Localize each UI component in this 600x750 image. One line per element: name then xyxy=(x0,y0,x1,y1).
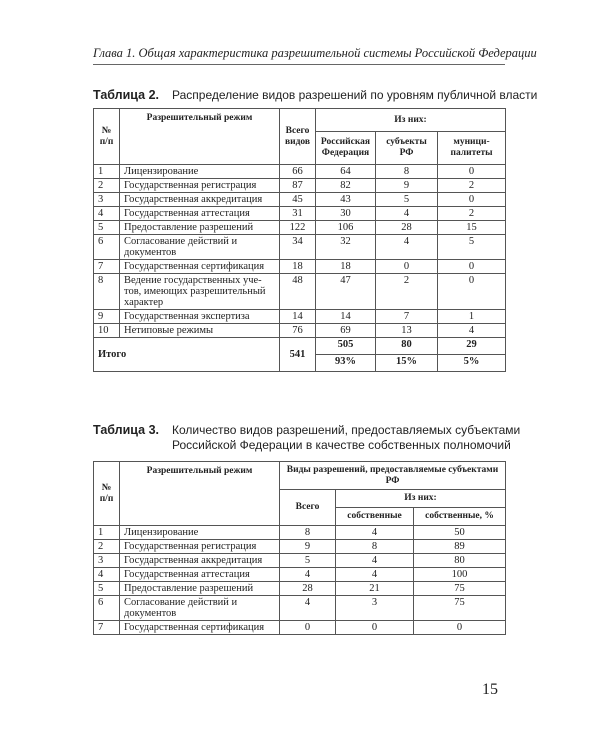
table-row xyxy=(94,540,506,554)
row-number: 5 xyxy=(94,221,120,235)
row-number: 3 xyxy=(94,193,120,207)
row-number: 2 xyxy=(94,540,120,554)
subjects-count: 7 xyxy=(376,310,438,324)
table-row xyxy=(94,260,506,274)
t3-head-own-pct: собственные, % xyxy=(414,508,506,526)
regime-name: Нетиповые режимы xyxy=(120,324,280,338)
own-percent: 50 xyxy=(414,526,506,540)
subjects-count: 0 xyxy=(376,260,438,274)
row-number: 7 xyxy=(94,260,120,274)
rf-count: 106 xyxy=(316,221,376,235)
regime-name: Государственная аттестация xyxy=(120,568,280,582)
t2-head-rf: Российская Федерация xyxy=(316,132,376,165)
municipal-count: 0 xyxy=(438,274,506,310)
own-percent: 75 xyxy=(414,596,506,621)
total-count: 87 xyxy=(280,179,316,193)
row-number: 2 xyxy=(94,179,120,193)
municipal-count: 0 xyxy=(438,165,506,179)
t2-total-sum: 541 xyxy=(280,338,316,372)
rf-count: 69 xyxy=(316,324,376,338)
table-row xyxy=(94,621,506,635)
regime-name: Государственная сертификация xyxy=(120,621,280,635)
table-row xyxy=(94,596,506,621)
t2-total-subj: 80 xyxy=(376,338,438,355)
table-row xyxy=(94,221,506,235)
row-number: 1 xyxy=(94,165,120,179)
total-count: 66 xyxy=(280,165,316,179)
t2-head-regime: Разрешительный режим xyxy=(120,109,280,165)
t3-head-of-them: Из них: xyxy=(336,490,506,508)
table-row xyxy=(94,179,506,193)
t3-head-regime: Разрешительный режим xyxy=(120,462,280,526)
own-count: 21 xyxy=(336,582,414,596)
t2-head-subjects: субъекты РФ xyxy=(376,132,438,165)
row-number: 3 xyxy=(94,554,120,568)
table-row xyxy=(94,310,506,324)
row-number: 5 xyxy=(94,582,120,596)
regime-name: Государственная регистрация xyxy=(120,540,280,554)
subjects-count: 2 xyxy=(376,274,438,310)
table2-caption xyxy=(93,88,538,104)
t3-head-total: Всего xyxy=(280,490,336,526)
page-number: 15 xyxy=(482,681,498,698)
subjects-count: 4 xyxy=(376,235,438,260)
total-count: 9 xyxy=(280,540,336,554)
municipal-count: 15 xyxy=(438,221,506,235)
t2-head-num: № п/п xyxy=(94,109,120,165)
municipal-count: 2 xyxy=(438,207,506,221)
table-row xyxy=(94,568,506,582)
regime-name: Государственная сертификация xyxy=(120,260,280,274)
row-number: 6 xyxy=(94,596,120,621)
subjects-count: 9 xyxy=(376,179,438,193)
own-percent: 89 xyxy=(414,540,506,554)
rf-count: 82 xyxy=(316,179,376,193)
t3-head-own: собственные xyxy=(336,508,414,526)
table-row xyxy=(94,274,506,310)
table-row xyxy=(94,235,506,260)
rf-count: 14 xyxy=(316,310,376,324)
own-count: 4 xyxy=(336,554,414,568)
rf-count: 47 xyxy=(316,274,376,310)
total-count: 76 xyxy=(280,324,316,338)
row-number: 4 xyxy=(94,568,120,582)
t2-total-mun-pct: 5% xyxy=(438,355,506,372)
own-count: 4 xyxy=(336,526,414,540)
t2-head-total: Всего видов xyxy=(280,109,316,165)
total-count: 4 xyxy=(280,568,336,582)
table-row xyxy=(94,165,506,179)
regime-name: Лицензирование xyxy=(120,526,280,540)
table2 xyxy=(93,108,506,372)
table2-label: Таблица 2. xyxy=(93,88,159,102)
own-count: 3 xyxy=(336,596,414,621)
rf-count: 32 xyxy=(316,235,376,260)
table3-caption xyxy=(93,423,521,455)
total-count: 8 xyxy=(280,526,336,540)
subjects-count: 13 xyxy=(376,324,438,338)
total-count: 18 xyxy=(280,260,316,274)
table-row xyxy=(94,582,506,596)
total-count: 5 xyxy=(280,554,336,568)
own-count: 0 xyxy=(336,621,414,635)
regime-name: Предоставление разрешений xyxy=(120,582,280,596)
own-percent: 75 xyxy=(414,582,506,596)
row-number: 10 xyxy=(94,324,120,338)
own-count: 4 xyxy=(336,568,414,582)
rf-count: 43 xyxy=(316,193,376,207)
t2-head-of-them: Из них: xyxy=(316,109,506,132)
table-row xyxy=(94,193,506,207)
regime-name: Лицензирование xyxy=(120,165,280,179)
subjects-count: 5 xyxy=(376,193,438,207)
row-number: 9 xyxy=(94,310,120,324)
t2-total-rf-pct: 93% xyxy=(316,355,376,372)
t2-total-mun: 29 xyxy=(438,338,506,355)
total-count: 4 xyxy=(280,596,336,621)
running-head: Глава 1. Общая характеристика разрешительной системы Российской Федерации xyxy=(93,46,537,60)
regime-name: Согласование действий и документов xyxy=(120,235,280,260)
own-count: 8 xyxy=(336,540,414,554)
table-row xyxy=(94,526,506,540)
table2-title: Распределение видов разрешений по уровням публичной власти xyxy=(172,88,538,102)
row-number: 7 xyxy=(94,621,120,635)
total-count: 0 xyxy=(280,621,336,635)
row-number: 8 xyxy=(94,274,120,310)
regime-name: Согласование действий и документов xyxy=(120,596,280,621)
municipal-count: 1 xyxy=(438,310,506,324)
total-count: 31 xyxy=(280,207,316,221)
table3 xyxy=(93,461,506,635)
t2-total-rf: 505 xyxy=(316,338,376,355)
table-row xyxy=(94,324,506,338)
total-count: 14 xyxy=(280,310,316,324)
row-number: 1 xyxy=(94,526,120,540)
own-percent: 0 xyxy=(414,621,506,635)
municipal-count: 4 xyxy=(438,324,506,338)
rf-count: 18 xyxy=(316,260,376,274)
total-count: 34 xyxy=(280,235,316,260)
municipal-count: 0 xyxy=(438,193,506,207)
subjects-count: 8 xyxy=(376,165,438,179)
municipal-count: 0 xyxy=(438,260,506,274)
total-count: 45 xyxy=(280,193,316,207)
regime-name: Ведение государственных уче-тов, имеющих разрешительный характер xyxy=(120,274,280,310)
subjects-count: 4 xyxy=(376,207,438,221)
table-row xyxy=(94,554,506,568)
t3-head-num: № п/п xyxy=(94,462,120,526)
t3-head-group: Виды разрешений, предоставляемые субъектами РФ xyxy=(280,462,506,490)
t2-head-munic: муници-палитеты xyxy=(438,132,506,165)
municipal-count: 5 xyxy=(438,235,506,260)
total-count: 28 xyxy=(280,582,336,596)
rf-count: 30 xyxy=(316,207,376,221)
regime-name: Государственная аккредитация xyxy=(120,193,280,207)
total-count: 48 xyxy=(280,274,316,310)
rf-count: 64 xyxy=(316,165,376,179)
regime-name: Предоставление разрешений xyxy=(120,221,280,235)
table3-label: Таблица 3. xyxy=(93,423,159,437)
subjects-count: 28 xyxy=(376,221,438,235)
regime-name: Государственная аттестация xyxy=(120,207,280,221)
t2-total-subj-pct: 15% xyxy=(376,355,438,372)
own-percent: 80 xyxy=(414,554,506,568)
regime-name: Государственная регистрация xyxy=(120,179,280,193)
municipal-count: 2 xyxy=(438,179,506,193)
table-row xyxy=(94,207,506,221)
table3-title-line2: Российской Федерации в качестве собственных полномочий xyxy=(172,438,511,452)
regime-name: Государственная аккредитация xyxy=(120,554,280,568)
regime-name: Государственная экспертиза xyxy=(120,310,280,324)
t2-total-label: Итого xyxy=(94,338,280,372)
own-percent: 100 xyxy=(414,568,506,582)
row-number: 6 xyxy=(94,235,120,260)
row-number: 4 xyxy=(94,207,120,221)
total-count: 122 xyxy=(280,221,316,235)
table3-title-line1: Количество видов разрешений, предоставляемых субъектами xyxy=(172,423,521,437)
header-rule xyxy=(93,64,505,65)
